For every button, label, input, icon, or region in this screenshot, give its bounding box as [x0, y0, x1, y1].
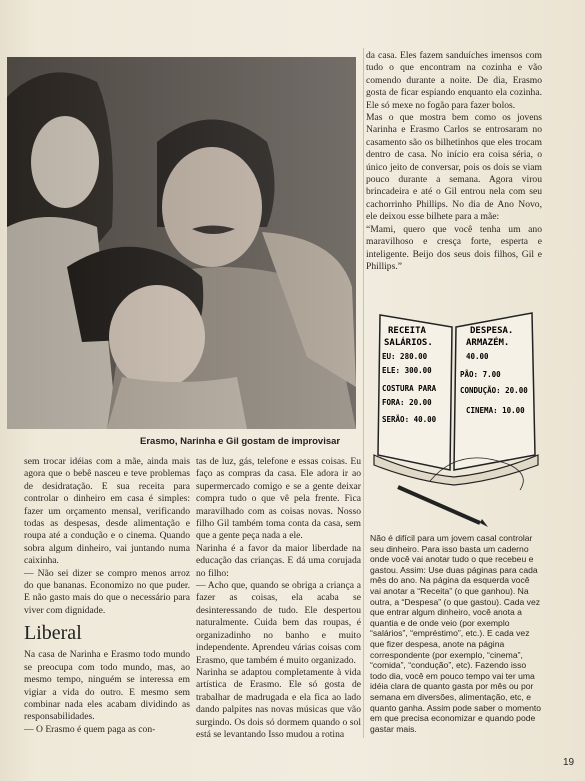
notebook-heading-right-2: ARMAZÉM.	[466, 338, 510, 348]
sidebar-tip: Não é difícil para um jovem casal controlar seu dinheiro. Para isso basta um caderno onde você vai anotar tudo o que recebeu e gastou. Assim: Use duas páginas para cada mês do ano. Na página da esquerda você vai anotar a “Receita” (o que ganhou). Na outra, a “Despesa” (o que gastou). Cada vez que entrar algum dinheiro, você anota a quantia e de onde veio (por exemplo “salários”, “empréstimo”, etc.). E cada vez que fizer despesa, anote na página correspondente (por exemplo, “cinema”, “comida”, “condução”, etc). Fazendo isso todo dia, você em pouco tempo vai ter uma idéia clara de quanto gasta por mês ou por semana em diversões, alimentação, etc, e quanto ganha. Assim pode saber o momento em que precisa economizar e quando pode gastar mais.	[370, 533, 542, 734]
column-2	[196, 456, 361, 741]
notebook-heading-left-2: SALÁRIOS.	[384, 338, 433, 348]
paragraph: sem trocar idéias com a mãe, ainda mais agora que o bebê nasceu e teve problemas de desidratação. E sua receita para controlar o dinheiro em casa é simples: fazer um orçamento mensal, verificando todas as despesas, desde alimentação e roupa até a condução e o cinema. Quando sobra algum dinheiro, vai juntando numa caixinha.	[24, 456, 190, 567]
budget-notebook-illustration	[370, 305, 542, 530]
paragraph: Na casa de Narinha e Erasmo todo mundo se preocupa com todo mundo, mas, ao mesmo tempo, ninguém se interessa em vigiar a vida do outro. E mesmo sem combinar nada eles acabam dividindo as responsabilidades.	[24, 649, 190, 723]
page-number: 19	[563, 757, 575, 768]
notebook-line: PÃO: 7.00	[460, 370, 501, 379]
paragraph: Narinha se adaptou completamente à vida artística de Erasmo. Ele só gosta de trabalhar de madrugada e ela fica ao lado dando palpites nas novas músicas que vão surgindo. Os dois só dormem quando o sol está se levantando Isso mudou a rotina	[196, 666, 361, 740]
paragraph: Narinha é a favor da maior liberdade na educação das crianças. E dá uma corujada no filho:	[196, 542, 361, 579]
paragraph: da casa. Eles fazem sanduíches imensos com tudo o que encontram na cozinha e vão comendo durante a noite. De dia, Erasmo gosta de ficar espiando enquanto ela cozinha. Ele só mexe no fogão para fazer bolos.	[366, 50, 542, 111]
family-photo	[7, 57, 356, 429]
notebook-line: 40.00	[466, 352, 489, 361]
paragraph: — Não sei dizer se compro menos arroz do que bananas. Economizo no que puder. E não gasto mais do que o necessário para viver com dignidade.	[24, 567, 190, 616]
notebook-heading-right: DESPESA.	[470, 326, 514, 336]
notebook-line: CONDUÇÃO: 20.00	[460, 386, 528, 395]
notebook-line: COSTURA PARA	[382, 384, 437, 393]
notebook-line: EU: 280.00	[382, 352, 428, 361]
paragraph: “Mami, quero que você tenha um ano maravilhoso e cresça forte, esperta e inteligente. Beijo dos seus dois filhos, Gil e Phillips.”	[366, 223, 542, 272]
column-3	[366, 50, 542, 273]
notebook-line: FORA: 20.00	[382, 398, 432, 407]
paragraph: — O Erasmo é quem paga as con-	[24, 723, 156, 735]
notebook-line: CINEMA: 10.00	[466, 406, 525, 415]
photo-caption: Erasmo, Narinha e Gil gostam de improvisar	[140, 436, 341, 447]
notebook-heading-left: RECEITA	[388, 326, 426, 336]
paragraph: Mas o que mostra bem como os jovens Narinha e Erasmo Carlos se entrosaram no casamento são os bilhetinhos que eles trocam dentro de casa. No início era coisa séria, o único jeito de conversar, pois os dois se viam pouco durante a semana. Agora virou brincadeira e até o Gil entrou nela com seu cachorrinho Phillips. No dia de Ano Novo, ele deixou esse bilhete para a mãe:	[366, 112, 542, 223]
section-heading: Liberal	[24, 622, 82, 645]
column-divider	[363, 48, 364, 738]
notebook-line: ELE: 300.00	[382, 366, 432, 375]
paragraph: — Acho que, quando se obriga a criança a fazer as coisas, ela acaba se desinteressando de tudo. Ele despertou naturalmente. Cuida bem das roupas, é organizadinho no banho e muito independente. Aprendeu várias coisas com Erasmo, que também é muito organizado.	[196, 580, 361, 666]
paragraph: tas de luz, gás, telefone e essas coisas. Eu faço as compras da casa. Ele adora ir ao supermercado comigo e se a gente deixar compra tudo o que vê pela frente. Fica maravilhado com as coisas novas. Nosso filho Gil também toma conta da casa, sem que a gente peça nada a ele.	[196, 456, 361, 542]
column-1	[24, 456, 190, 736]
notebook-line: SERÃO: 40.00	[382, 415, 437, 424]
